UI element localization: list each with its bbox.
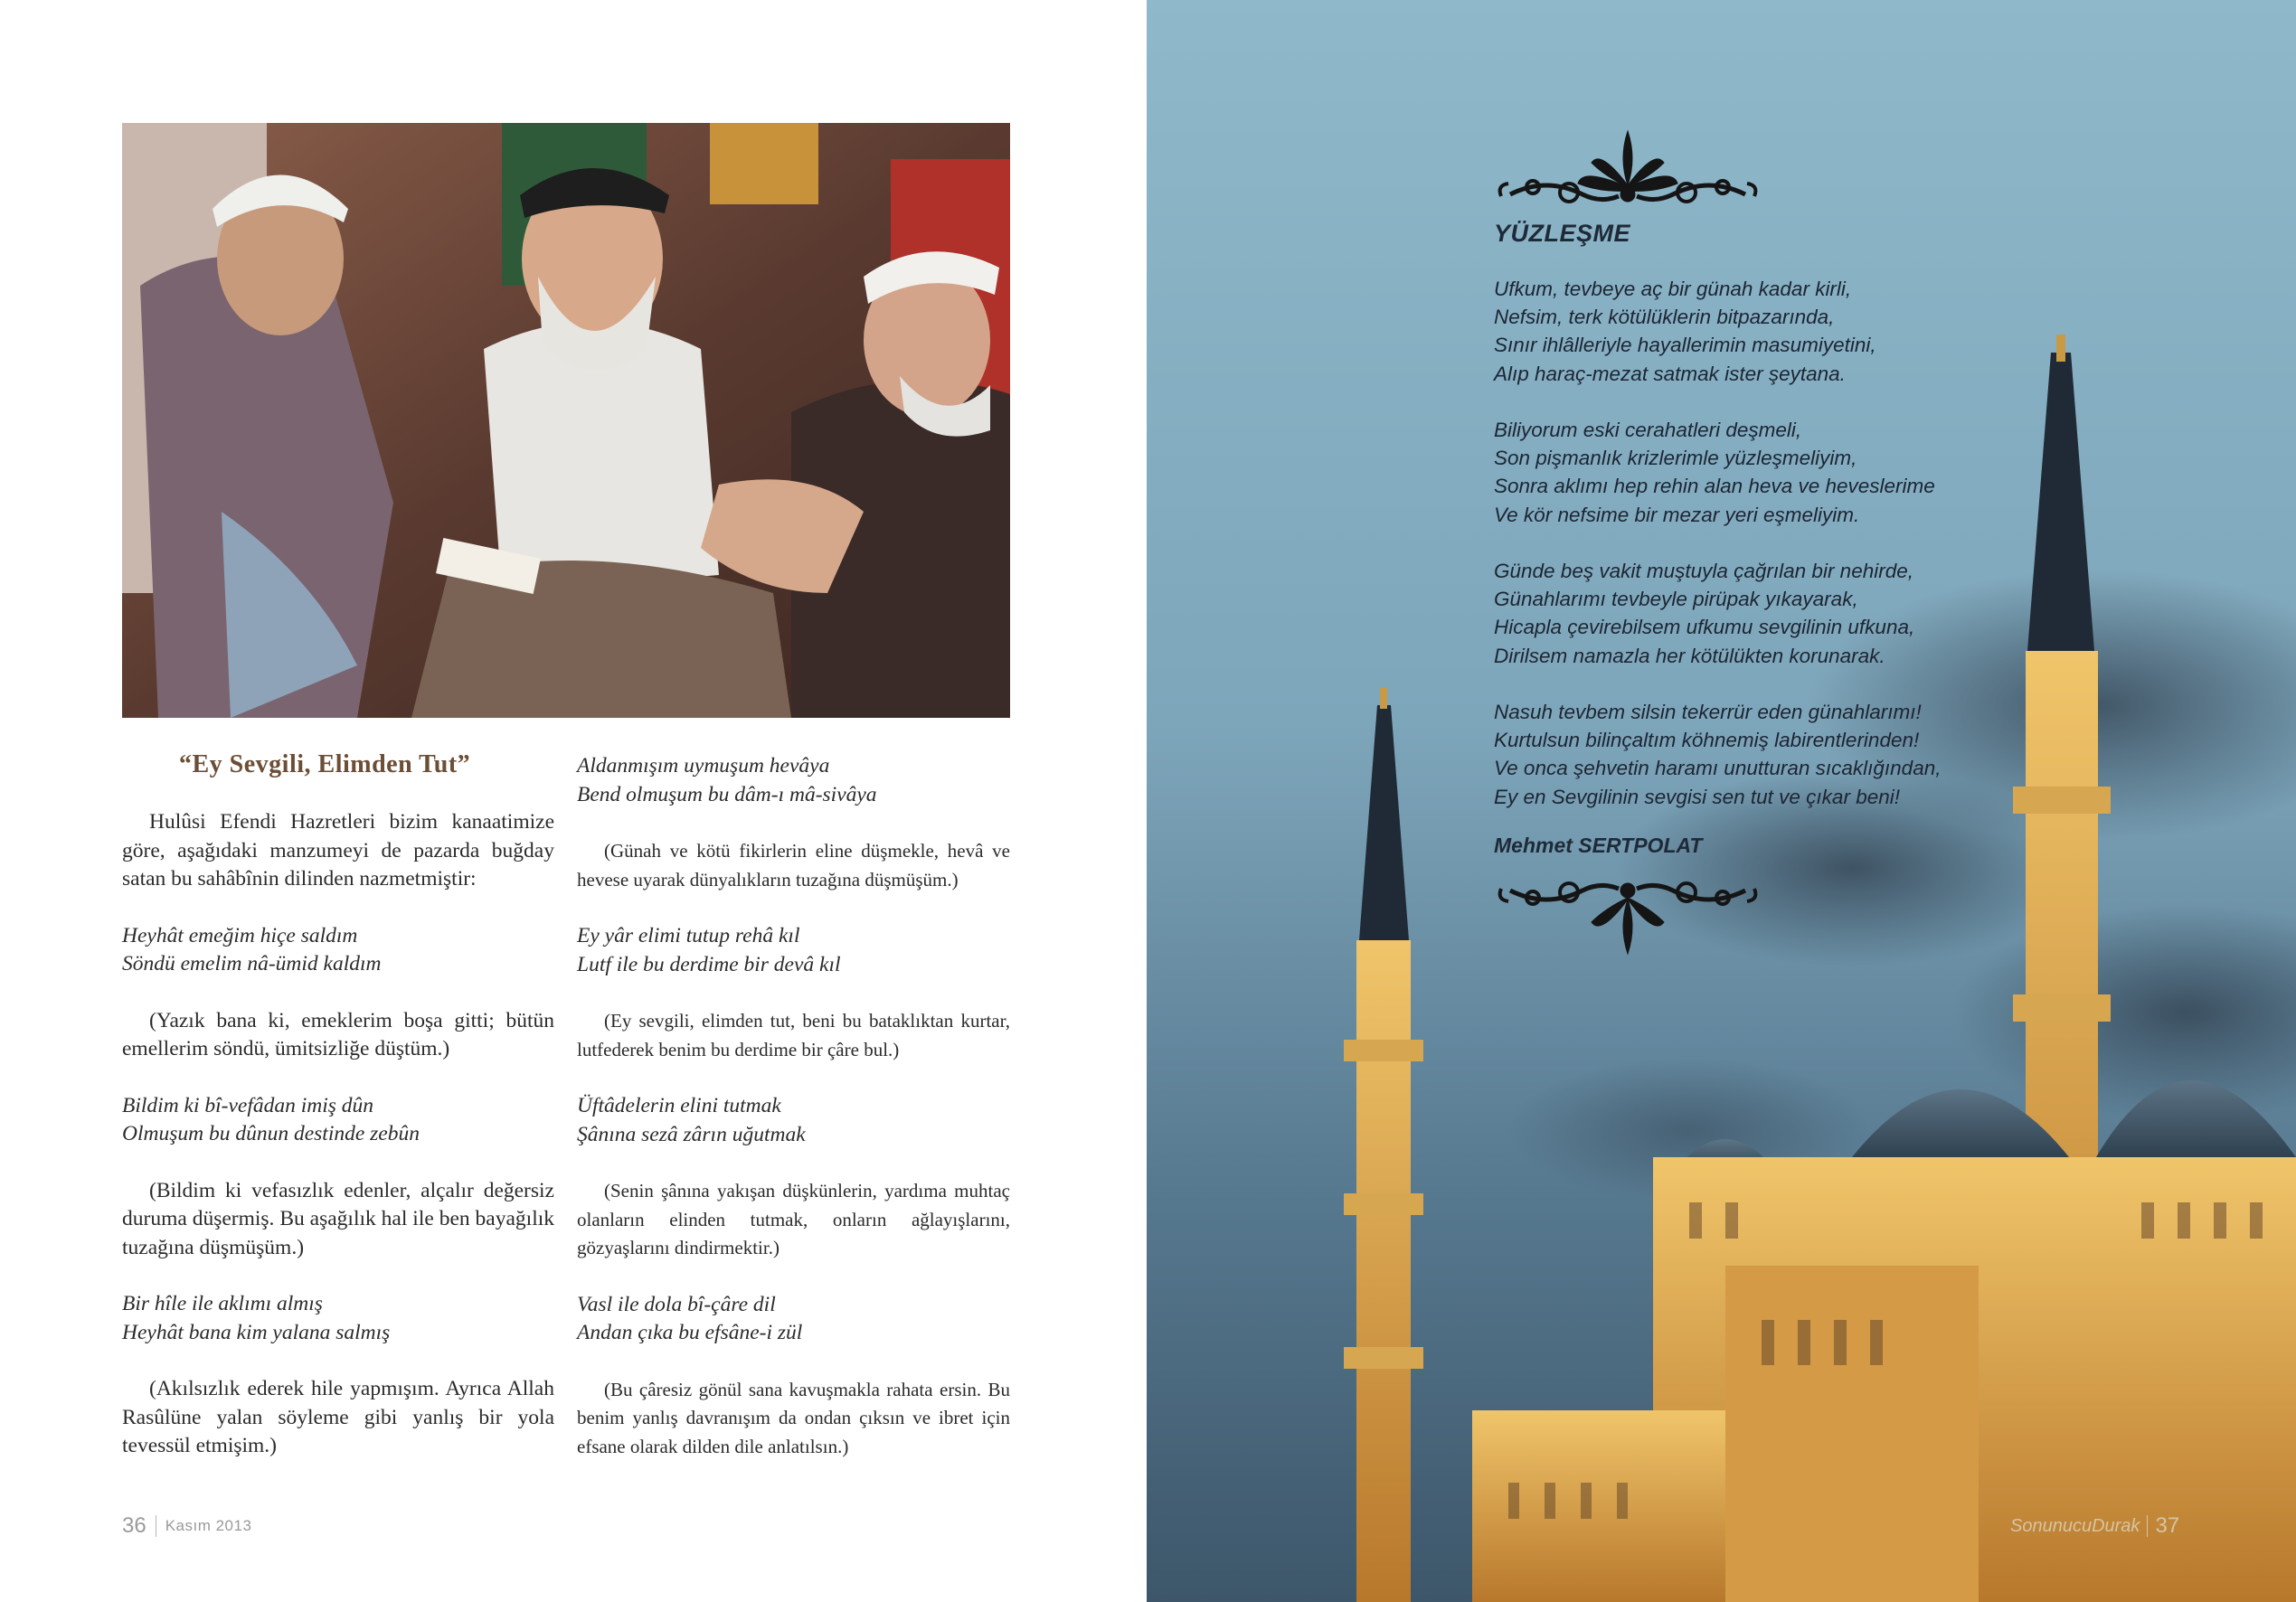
- explanation-paragraph: (Bu çâresiz gönül sana kavuşmakla rahata ersin. Bu benim yanlış davranışım da ondan çıksın ve ibret için efsane olarak dilden dile anlatılsın.): [577, 1378, 1010, 1457]
- poem-line: Ufkum, tevbeye aç bir günah kadar kirli,: [1494, 278, 1852, 300]
- verse-line: Vasl ile dola bî-çâre dil: [577, 1292, 776, 1316]
- verse-line: Şânına sezâ zârın uğutmak: [577, 1122, 806, 1146]
- poem-line: Ve kör nefsime bir mezar yeri eşmeliyim.: [1494, 503, 1860, 526]
- poem-line: Ve onca şehvetin haramı unutturan sıcaklığından,: [1494, 757, 1942, 780]
- footer-right: [2010, 1513, 2179, 1539]
- footer-left: [122, 1513, 251, 1539]
- poem-line: Nefsim, terk kötülüklerin bitpazarında,: [1494, 306, 1835, 329]
- poem-line: Dirilsem namazla her kötülükten korunarak.: [1494, 644, 1885, 667]
- verse-block: [122, 922, 554, 979]
- verse-line: Ey yâr elimi tutup rehâ kıl: [577, 924, 800, 947]
- explanation-paragraph: (Ey sevgili, elimden tut, beni bu bataklıktan kurtar, lutfederek benim bu derdime bir çâre bul.): [577, 1010, 1010, 1060]
- poem-body: [1494, 275, 2000, 839]
- ornament-bottom-icon: [1492, 863, 1763, 963]
- explanation-paragraph: (Yazık bana ki, emeklerim boşa gitti; bütün emellerim söndü, ümitsizliğe düştüm.): [122, 1008, 554, 1060]
- article-title: “Ey Sevgili, Elimden Tut”: [179, 750, 471, 778]
- verse-line: Bend olmuşum bu dâm-ı mâ-sivâya: [577, 782, 877, 806]
- page-number: 36: [122, 1513, 146, 1538]
- verse-block: [577, 752, 1010, 809]
- poem-line: Sonra aklımı hep rehin alan heva ve heveslerime: [1494, 475, 1935, 498]
- explanation-paragraph: (Akılsızlık ederek hile yapmışım. Ayrıca Allah Rasûlüne yalan söyleme gibi yanlış bir yola tevessül etmişim.): [122, 1377, 554, 1457]
- poem-line: Sınır ihlâlleriyle hayallerimin masumiyetini,: [1494, 334, 1876, 357]
- poem-line: Biliyorum eski cerahatleri deşmeli,: [1494, 419, 1802, 441]
- verse-line: Söndü emelim nâ-ümid kaldım: [122, 952, 382, 975]
- verse-line: Lutf ile bu derdime bir devâ kıl: [577, 952, 841, 976]
- verse-block: [577, 1291, 1010, 1348]
- verse-line: Üftâdelerin elini tutmak: [577, 1094, 781, 1117]
- explanation-paragraph: (Senin şânına yakışan düşkünlerin, yardıma muhtaç olanların elinden tutmak, onların ağlayışlarını, gözyaşlarını dindirmektir.): [577, 1180, 1010, 1258]
- explanation-paragraph: (Günah ve kötü fikirlerin eline düşmekle, hevâ ve hevese uyarak dünyalıkların tuzağına düşmüşüm.): [577, 840, 1010, 891]
- verse-line: Bir hîle ile aklımı almış: [122, 1292, 323, 1315]
- right-page: [1147, 0, 2296, 1602]
- poem-stanza: [1494, 557, 2000, 670]
- poem-title: YÜZLEŞME: [1494, 220, 1631, 247]
- photo-illustration: [122, 123, 1010, 718]
- verse-block: [577, 1092, 1010, 1149]
- poem-line: Kurtulsun bilinçaltım köhnemiş labirentlerinden!: [1494, 729, 1920, 752]
- poem-stanza: [1494, 416, 2000, 529]
- verse-block: [122, 1290, 554, 1347]
- poem-stanza: [1494, 275, 2000, 388]
- verse-line: Heyhât emeğim hiçe saldım: [122, 923, 358, 947]
- photo: [122, 123, 1010, 718]
- poem-line: Günahlarımı tevbeyle pirüpak yıkayarak,: [1494, 588, 1858, 611]
- poem-line: Hicapla çevirebilsem ufkumu sevgilinin ufkuna,: [1494, 616, 1915, 639]
- left-page: [0, 0, 1147, 1602]
- text-column-2: [577, 752, 1010, 1489]
- verse-line: Bildim ki bî-vefâdan imiş dûn: [122, 1093, 374, 1117]
- poem-line: Ey en Sevgilinin sevgisi sen tut ve çıkar beni!: [1494, 785, 1900, 808]
- text-column-1: [122, 808, 554, 1489]
- poem-line: Alıp haraç-mezat satmak ister şeytana.: [1494, 362, 1846, 385]
- magazine-name: SonunucuDurak: [2010, 1515, 2140, 1536]
- ornament-top-icon: [1492, 122, 1763, 221]
- footer-divider: [2147, 1515, 2148, 1537]
- verse-line: Andan çıka bu efsâne-i zül: [577, 1321, 803, 1344]
- poem-stanza: [1494, 698, 2000, 811]
- explanation-paragraph: (Bildim ki vefasızlık edenler, alçalır değersiz duruma düşermiş. Bu aşağılık hal ile ben bayağılık tuzağına düşmüşüm.): [122, 1178, 554, 1259]
- verse-line: Heyhât bana kim yalana salmış: [122, 1320, 391, 1344]
- poet-name: Mehmet SERTPOLAT: [1494, 834, 1703, 857]
- poem-line: Son pişmanlık krizlerimle yüzleşmeliyim,: [1494, 447, 1857, 470]
- intro-paragraph: Hulûsi Efendi Hazretleri bizim kanaatimize göre, aşağıdaki manzumeyi de pazarda buğday satan bu sahâbînin dilinden nazmetmiştir:: [122, 810, 554, 891]
- poem-line: Nasuh tevbem silsin tekerrür eden günahlarımı!: [1494, 701, 1922, 723]
- issue-date: Kasım 2013: [165, 1517, 252, 1534]
- poem-line: Günde beş vakit muştuyla çağrılan bir nehirde,: [1494, 560, 1913, 582]
- verse-block: [122, 1092, 554, 1149]
- verse-line: Olmuşum bu dûnun destinde zebûn: [122, 1122, 420, 1145]
- page-number: 37: [2155, 1513, 2180, 1538]
- verse-block: [577, 922, 1010, 979]
- verse-line: Aldanmışım uymuşum hevâya: [577, 754, 830, 777]
